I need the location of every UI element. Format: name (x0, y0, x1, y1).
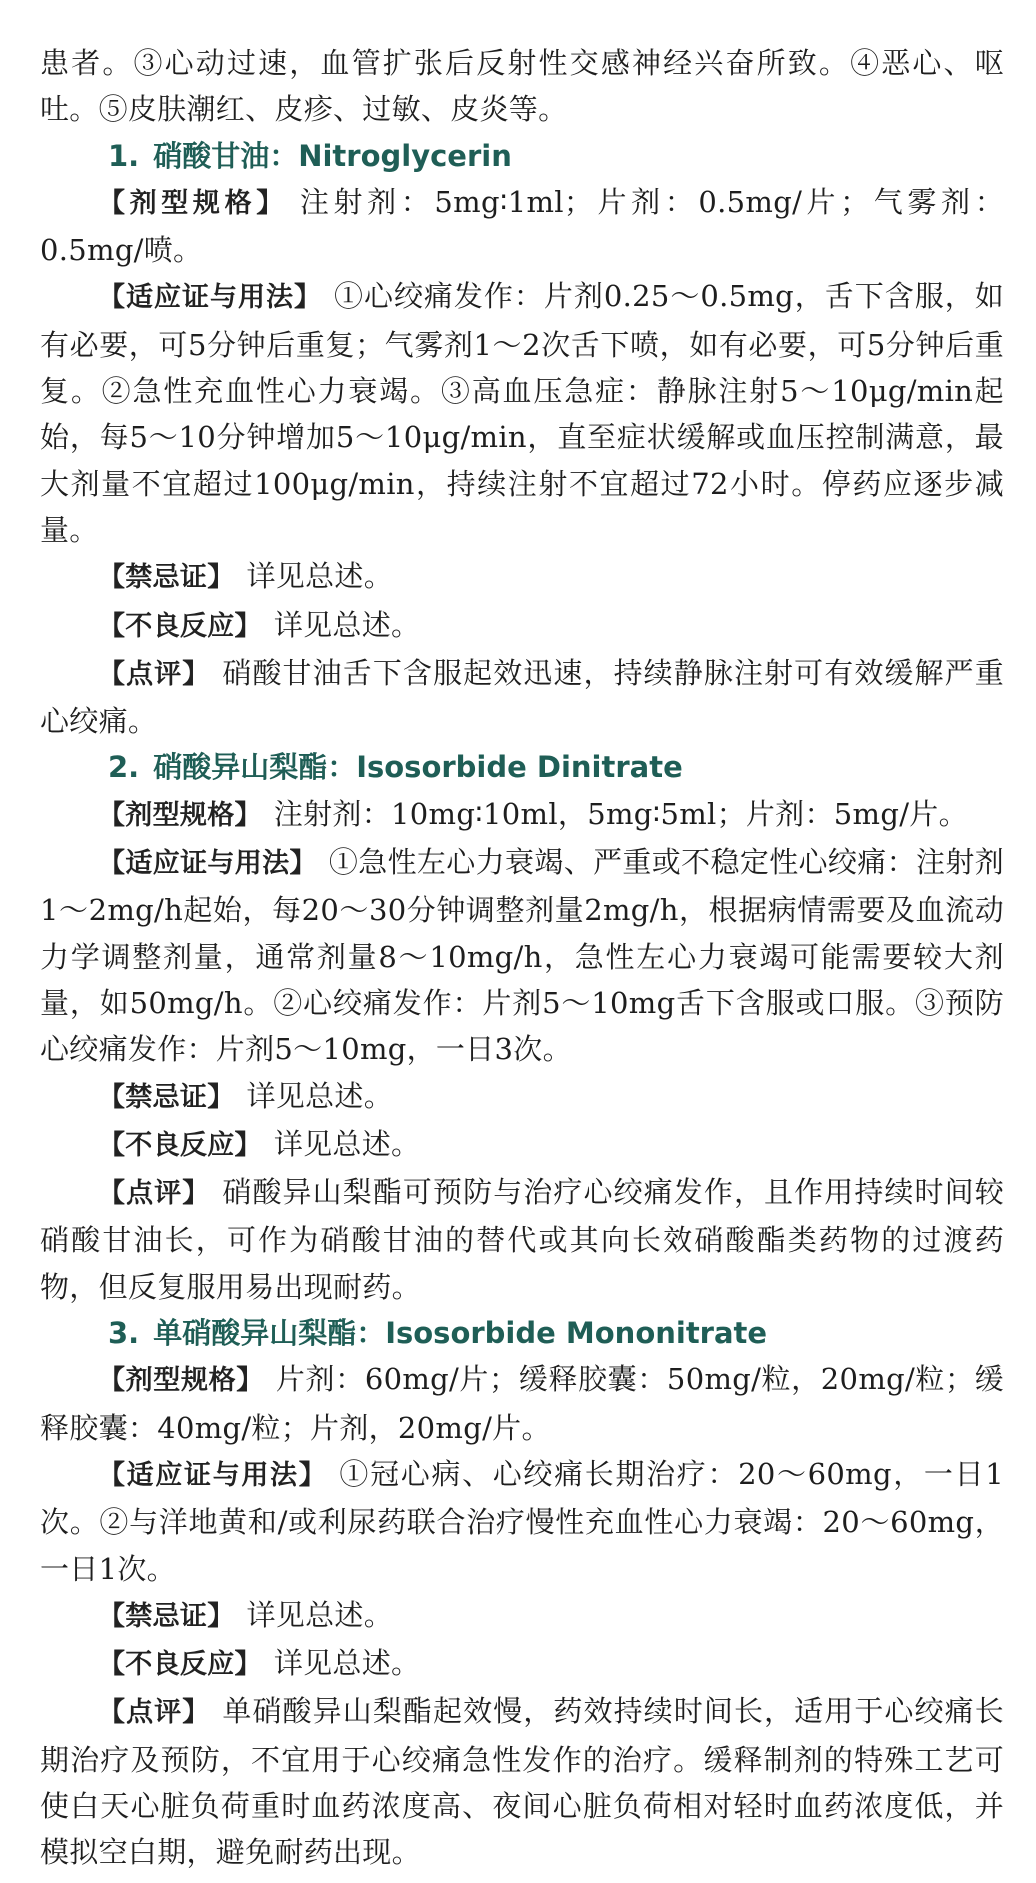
contra-label: 【禁忌证】 (98, 1081, 235, 1113)
adverse-text: 详见总述。 (273, 1126, 421, 1161)
drug-title: 硝酸异山梨酯：Isosorbide Dinitrate (153, 750, 683, 785)
spec-paragraph (40, 1356, 1004, 1451)
contra-label: 【禁忌证】 (98, 1600, 235, 1632)
usage-paragraph (40, 273, 1004, 553)
contra-text: 详见总述。 (246, 1597, 394, 1632)
comment-paragraph (40, 650, 1004, 745)
drug-section-isosorbide-mononitrate (40, 1310, 1004, 1876)
comment-label: 【点评】 (98, 1178, 211, 1210)
drug-number: 3. (108, 1316, 140, 1351)
drug-section-isosorbide-dinitrate (40, 744, 1004, 1310)
drug-heading (40, 744, 1004, 790)
adverse-label: 【不良反应】 (98, 610, 262, 642)
drug-section-nitroglycerin (40, 133, 1004, 745)
contra-paragraph (40, 1073, 1004, 1121)
adverse-label: 【不良反应】 (98, 1649, 262, 1681)
drug-heading (40, 1310, 1004, 1356)
comment-text: 硝酸甘油舌下含服起效迅速，持续静脉注射可有效缓解严重心绞痛。 (40, 655, 1004, 739)
usage-text: ①急性左心力衰竭、严重或不稳定性心绞痛：注射剂1～2mg/h起始，每20～30分钟调整剂量2mg/h，根据病情需要及血流动力学调整剂量，通常剂量8～10mg/h，急性左心力衰竭可能需要较大剂量，如50mg/h。②心绞痛发作：片剂5～10mg舌下含服或口服。③预防心绞痛发作：片剂5～10mg，一日3次。 (40, 845, 1004, 1067)
comment-text: 单硝酸异山梨酯起效慢，药效持续时间长，适用于心绞痛长期治疗及预防，不宜用于心绞痛急性发作的治疗。缓释制剂的特殊工艺可使白天心脏负荷重时血药浓度高、夜间心脏负荷相对轻时血药浓度低，并模拟空白期，避免耐药出现。 (40, 1694, 1004, 1870)
comment-label: 【点评】 (98, 1697, 211, 1729)
comment-label: 【点评】 (98, 658, 211, 690)
usage-paragraph (40, 839, 1004, 1072)
contra-paragraph (40, 553, 1004, 601)
adverse-paragraph (40, 602, 1004, 650)
spec-paragraph (40, 179, 1004, 274)
spec-paragraph (40, 791, 1004, 839)
usage-paragraph (40, 1451, 1004, 1592)
comment-paragraph (40, 1169, 1004, 1310)
contra-label: 【禁忌证】 (98, 562, 235, 594)
spec-label: 【剂型规格】 (98, 799, 262, 831)
drug-title: 硝酸甘油：Nitroglycerin (153, 138, 512, 173)
intro-paragraph: 患者。③心动过速，血管扩张后反射性交感神经兴奋所致。④恶心、呕吐。⑤皮肤潮红、皮疹、过敏、皮炎等。 (40, 46, 1004, 127)
adverse-paragraph (40, 1121, 1004, 1169)
usage-label: 【适应证与用法】 (98, 282, 322, 314)
drug-number: 2. (108, 750, 140, 785)
usage-label: 【适应证与用法】 (98, 1459, 328, 1491)
drug-number: 1. (108, 138, 140, 173)
spec-text: 片剂：60mg/片；缓释胶囊：50mg/粒，20mg/粒；缓释胶囊：40mg/粒；片剂，20mg/片。 (40, 1362, 1004, 1445)
drug-heading (40, 133, 1004, 179)
adverse-label: 【不良反应】 (98, 1129, 262, 1161)
contra-text: 详见总述。 (246, 559, 394, 594)
adverse-paragraph (40, 1640, 1004, 1688)
comment-paragraph (40, 1688, 1004, 1875)
adverse-text: 详见总述。 (273, 1646, 421, 1681)
adverse-text: 详见总述。 (273, 607, 421, 642)
contra-text: 详见总述。 (246, 1078, 394, 1113)
spec-text: 注射剂：10mg∶10ml，5mg∶5ml；片剂：5mg/片。 (273, 796, 968, 831)
usage-label: 【适应证与用法】 (98, 848, 317, 880)
comment-text: 硝酸异山梨酯可预防与治疗心绞痛发作，且作用持续时间较硝酸甘油长，可作为硝酸甘油的替代或其向长效硝酸酯类药物的过渡药物，但反复服用易出现耐药。 (40, 1175, 1004, 1304)
spec-label: 【剂型规格】 (98, 1365, 264, 1397)
usage-text: ①心绞痛发作：片剂0.25～0.5mg，舌下含服，如有必要，可5分钟后重复；气雾剂1～2次舌下喷，如有必要，可5分钟后重复。②急性充血性心力衰竭。③高血压急症：静脉注射5～10μg/min起始，每5～10分钟增加5～10μg/min，直至症状缓解或血压控制满意，最大剂量不宜超过100μg/min，持续注射不宜超过72小时。停药应逐步减量。 (40, 279, 1004, 547)
drug-title: 单硝酸异山梨酯：Isosorbide Mononitrate (153, 1316, 768, 1351)
spec-label: 【剂型规格】 (98, 187, 288, 219)
usage-text: ①冠心病、心绞痛长期治疗：20～60mg，一日1次。②与洋地黄和/或利尿药联合治疗慢性充血性心力衰竭：20～60mg，一日1次。 (40, 1456, 1004, 1586)
spec-text: 注射剂：5mg∶1ml；片剂：0.5mg/片；气雾剂：0.5mg/喷。 (40, 184, 1004, 268)
contra-paragraph (40, 1592, 1004, 1640)
